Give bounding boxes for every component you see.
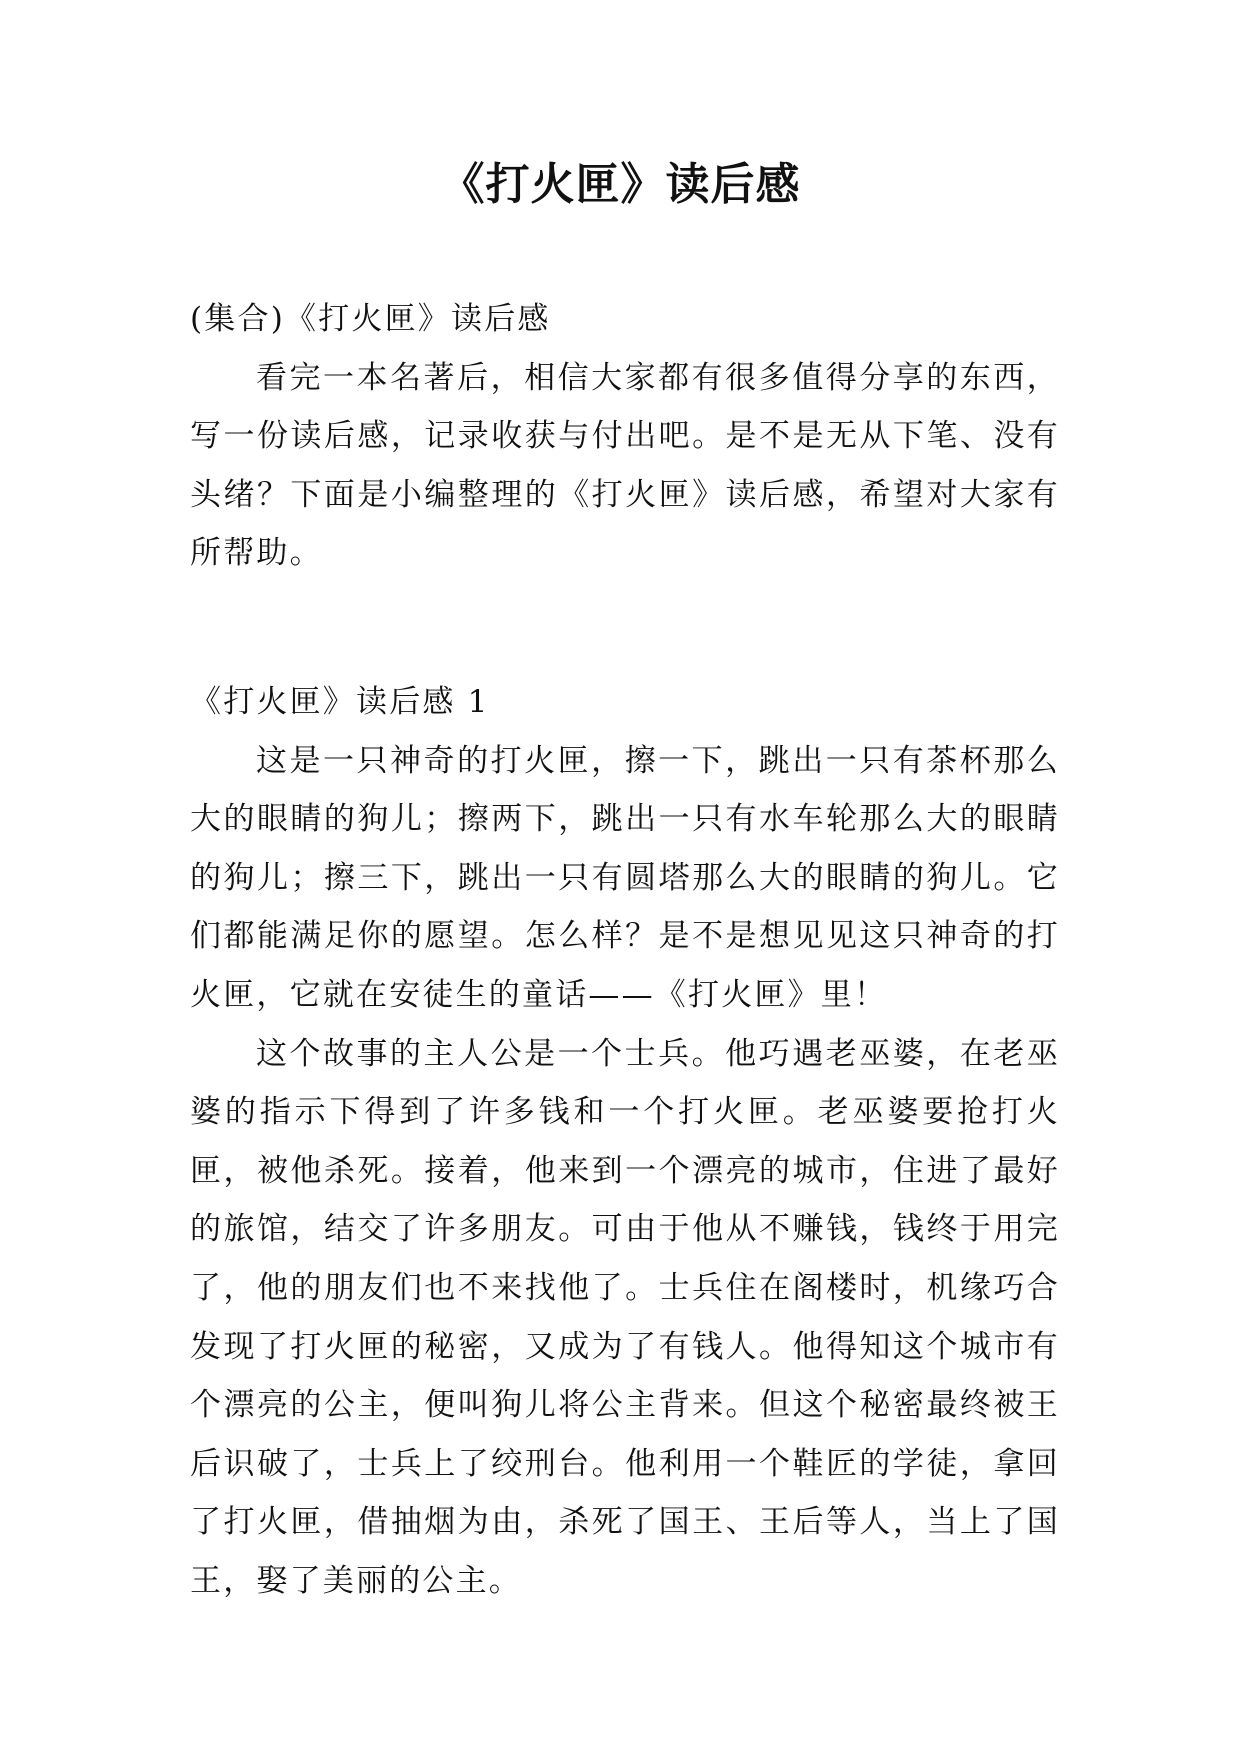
document-subtitle: (集合)《打火匣》读后感 [190,301,551,337]
section-spacer [190,583,1060,673]
page-title: 《打火匣》读后感 [440,159,801,210]
body-paragraph: 这个故事的主人公是一个士兵。他巧遇老巫婆，在老巫婆的指示下得到了许多钱和一个打火匣。老巫婆要抢打火匣，被他杀死。接着，他来到一个漂亮的城市，住进了最好的旅馆，结交了许多朋友。可由于他从不赚钱，钱终于用完了，他的朋友们也不来找他了。士兵住在阁楼时，机缘巧合发现了打火匣的秘密，又成为了有钱人。他得知这个城市有个漂亮的公主，便叫狗儿将公主背来。但这个秘密最终被王后识破了，士兵上了绞刑台。他利用一个鞋匠的学徒，拿回了打火匣，借抽烟为由，杀死了国王、王后等人，当上了国王，娶了美丽的公主。 [190,1035,1060,1599]
document-body [190,290,1060,1610]
section-heading: 《打火匣》读后感 1 [190,683,490,720]
body-paragraph: 这是一只神奇的打火匣，擦一下，跳出一只有茶杯那么大的眼睛的狗儿；擦两下，跳出一只有水车轮那么大的眼睛的狗儿；擦三下，跳出一只有圆塔那么大的眼睛的狗儿。它们都能满足你的愿望。怎么样？是不是想见见这只神奇的打火匣，它就在安徒生的童话——《打火匣》里！ [190,742,1060,1013]
intro-paragraph: 看完一本名著后，相信大家都有很多值得分享的东西，写一份读后感，记录收获与付出吧。是不是无从下笔、没有头绪？下面是小编整理的《打火匣》读后感，希望对大家有所帮助。 [190,359,1060,572]
